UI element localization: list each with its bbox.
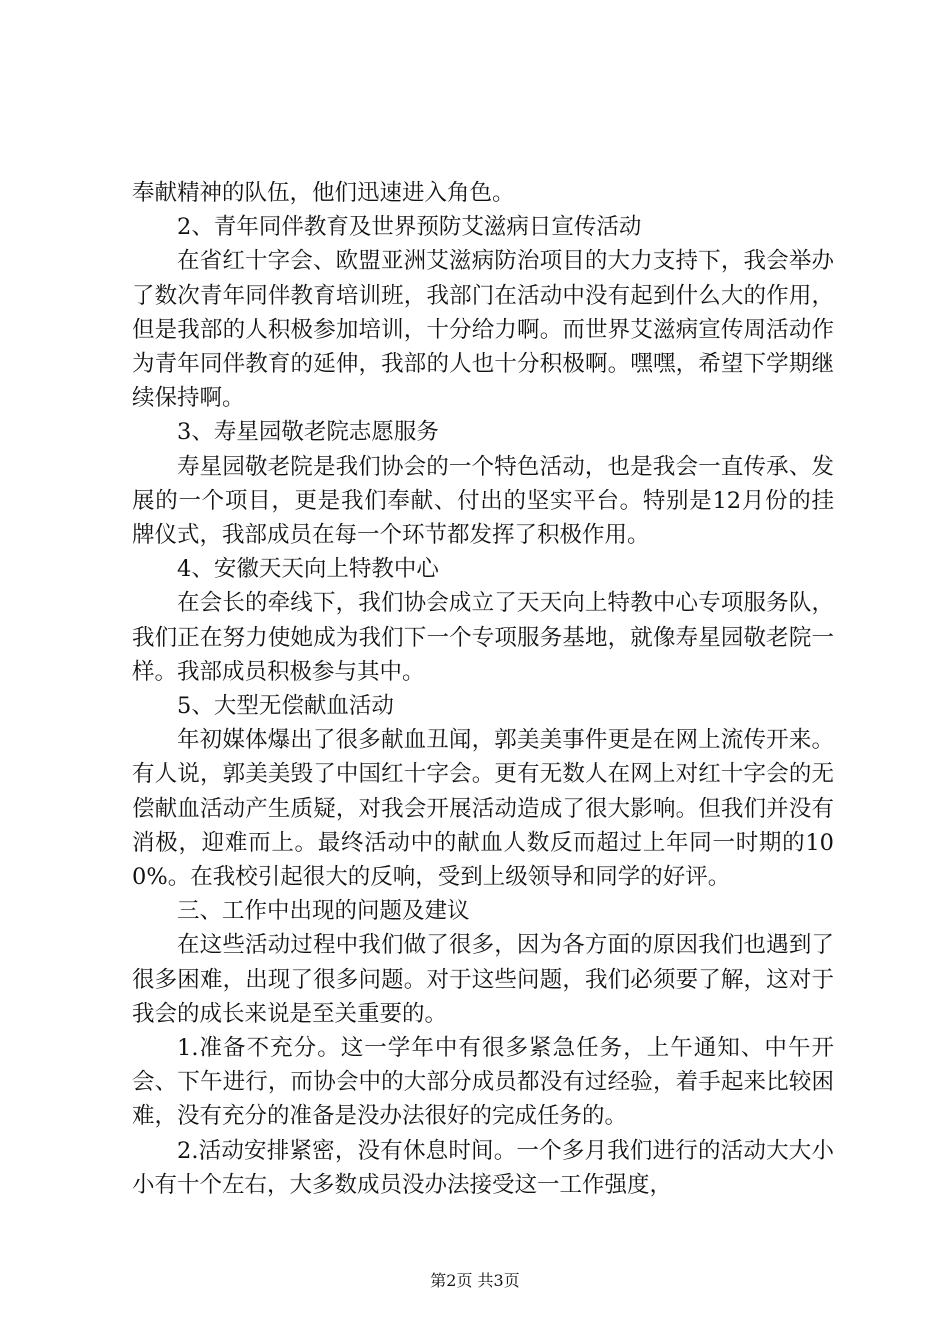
heading-problems-and-suggestions: 三、工作中出现的问题及建议 [177,898,470,925]
paragraph-blood-donation: 年初媒体爆出了很多献血丑闻，郭美美事件更是在网上流传开来。有人说，郭美美毁了中国红十字会。更有无数人在网上对红十字会的无偿献血活动产生质疑，对我会开展活动造成了很大影响。但我们并没有消极，迎难而上。最终活动中的献血人数反而超过上年同一时期的100%。在我校引起很大的反响，受到上级领导和同学的好评。 [132,727,834,891]
paragraph-special-education-center: 在会长的牵线下，我们协会成立了天天向上特教中心专项服务队，我们正在努力使她成为我们下一个专项服务基地，就像寿星园敬老院一样。我部成员积极参与其中。 [132,590,834,685]
document-body [132,176,834,1202]
page-number: 第2页 共3页 [430,1271,520,1290]
heading-youth-peer-education: 2、青年同伴教育及世界预防艾滋病日宣传活动 [177,214,642,241]
paragraph-problem-1: 1.准备不充分。这一学年中有很多紧急任务，上午通知、中午开会、下午进行，而协会中的大部分成员都没有过经验，着手起来比较困难，没有充分的准备是没办法很好的完成任务的。 [132,1035,834,1130]
paragraph-problem-2: 2.活动安排紧密，没有休息时间。一个多月我们进行的活动大大小小有十个左右，大多数成员没办法接受这一工作强度， [132,1137,834,1198]
heading-nursing-home-volunteer: 3、寿星园敬老院志愿服务 [177,419,439,446]
heading-special-education-center: 4、安徽天天向上特教中心 [177,556,439,583]
paragraph-continuation: 奉献精神的队伍，他们迅速进入角色。 [132,180,515,206]
heading-blood-donation: 5、大型无偿献血活动 [177,693,394,720]
paragraph-youth-peer-education: 在省红十字会、欧盟亚洲艾滋病防治项目的大力支持下，我会举办了数次青年同伴教育培训班，我部门在活动中没有起到什么大的作用，但是我部的人积极参加培训，十分给力啊。而世界艾滋病宣传周活动作为青年同伴教育的延伸，我部的人也十分积极啊。嘿嘿，希望下学期继续保持啊。 [132,248,834,412]
paragraph-nursing-home-volunteer: 寿星园敬老院是我们协会的一个特色活动，也是我会一直传承、发展的一个项目，更是我们奉献、付出的坚实平台。特别是12月份的挂牌仪式，我部成员在每一个环节都发挥了积极作用。 [132,453,834,549]
paragraph-problems-intro: 在这些活动过程中我们做了很多，因为各方面的原因我们也遇到了很多困难，出现了很多问题。对于这些问题，我们必须要了解，这对于我会的成长来说是至关重要的。 [132,932,834,1027]
